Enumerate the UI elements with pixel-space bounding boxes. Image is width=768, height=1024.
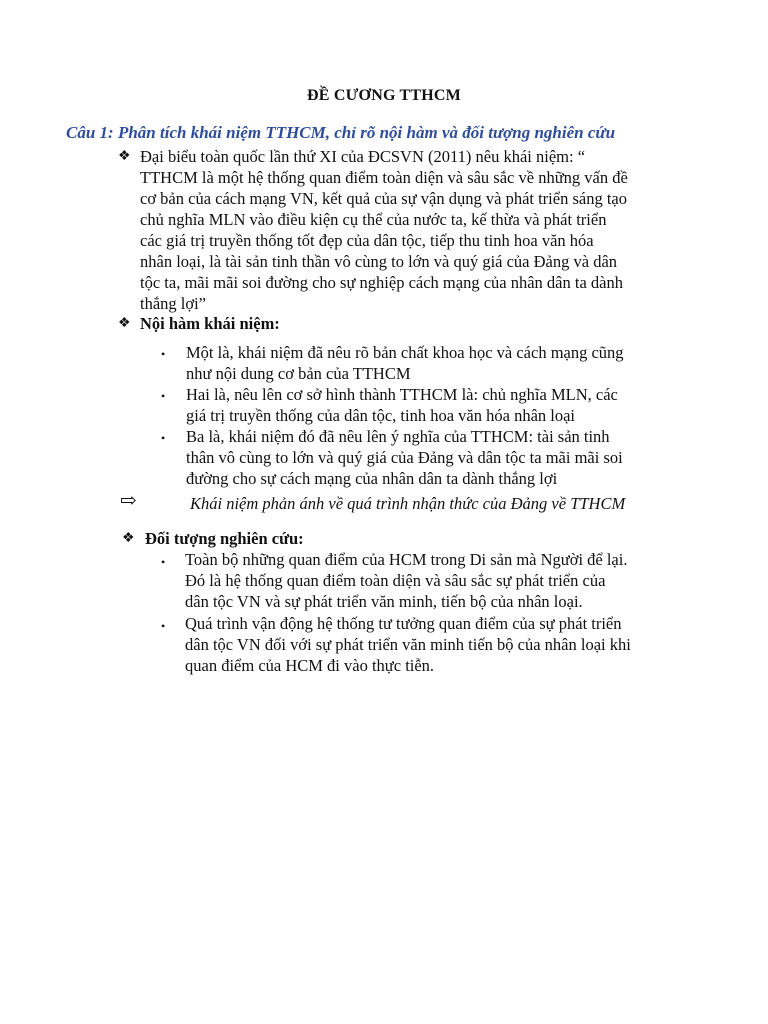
bullet-dot-icon: • (161, 389, 166, 403)
definition-line: cơ bản của cách mạng VN, kết quả của sự vận dụng và phát triển sáng tạo (140, 189, 627, 208)
conclusion-text: Khái niệm phản ánh về quá trình nhận thức của Đảng về TTHCM (190, 494, 626, 513)
document-title: ĐỀ CƯƠNG TTHCM (307, 87, 461, 104)
concept-item-line: đường cho sự cách mạng của nhân dân ta dành thắng lợi (186, 469, 558, 488)
bullet-dot-icon: • (161, 555, 166, 569)
right-arrow-icon: ⇨ (120, 490, 137, 512)
definition-line: TTHCM là một hệ thống quan điểm toàn diện và sâu sắc về những vấn đề (140, 168, 628, 187)
concept-item-line: giá trị truyền thống của dân tộc, tinh hoa văn hóa nhân loại (186, 406, 576, 425)
definition-line: Đại biểu toàn quốc lần thứ XI của ĐCSVN (2011) nêu khái niệm: “ (140, 147, 586, 166)
diamond-bullet-icon: ❖ (122, 531, 135, 546)
object-item-line: dân tộc VN đối với sự phát triển văn minh tiến bộ của nhân loại khi (185, 635, 631, 654)
definition-line: chủ nghĩa MLN vào điều kiện cụ thể của nước ta, kế thừa và phát triển (140, 210, 607, 229)
object-heading: Đối tượng nghiên cứu: (145, 529, 304, 548)
object-item (185, 613, 705, 676)
bullet-dot-icon: • (161, 619, 166, 633)
bullet-dot-icon: • (161, 431, 166, 445)
definition-paragraph (140, 146, 700, 314)
concept-item (186, 426, 706, 489)
object-item-line: Toàn bộ những quan điểm của HCM trong Di sản mà Người để lại. (185, 550, 628, 569)
concept-item-line: Hai là, nêu lên cơ sở hình thành TTHCM là: chủ nghĩa MLN, các (186, 385, 618, 404)
definition-line: tộc ta, mãi mãi soi đường cho sự nghiệp cách mạng của nhân dân ta dành (140, 273, 623, 292)
object-item-line: dân tộc VN và sự phát triển văn minh, tiến bộ của nhân loại. (185, 592, 583, 611)
bullet-dot-icon: • (161, 347, 166, 361)
concept-item (186, 342, 706, 384)
question-heading: Câu 1: Phân tích khái niệm TTHCM, chỉ rõ nội hàm và đối tượng nghiên cứu (66, 123, 616, 142)
diamond-bullet-icon: ❖ (118, 149, 131, 164)
concept-item-line: Một là, khái niệm đã nêu rõ bản chất khoa học và cách mạng cũng (186, 343, 624, 362)
object-item (185, 549, 705, 612)
object-item-line: Đó là hệ thống quan điểm toàn diện và sâu sắc sự phát triển của (185, 571, 606, 590)
definition-line: thắng lợi” (140, 294, 206, 313)
definition-line: nhân loại, là tài sản tinh thần vô cùng to lớn và quý giá của Đảng và dân (140, 252, 618, 271)
concept-heading: Nội hàm khái niệm: (140, 314, 280, 333)
diamond-bullet-icon: ❖ (118, 316, 131, 331)
object-item-line: Quá trình vận động hệ thống tư tưởng quan điểm của sự phát triển (185, 614, 622, 633)
concept-item (186, 384, 706, 426)
definition-line: các giá trị truyền thống tốt đẹp của dân tộc, tiếp thu tinh hoa văn hóa (140, 231, 594, 250)
concept-item-line: Ba là, khái niệm đó đã nêu lên ý nghĩa của TTHCM: tài sản tinh (186, 427, 610, 446)
object-item-line: quan điểm của HCM đi vào thực tiễn. (185, 656, 435, 675)
concept-item-line: như nội dung cơ bản của TTHCM (186, 364, 411, 383)
concept-item-line: thân vô cùng to lớn và quý giá của Đảng và dân tộc ta mãi mãi soi (186, 448, 623, 467)
